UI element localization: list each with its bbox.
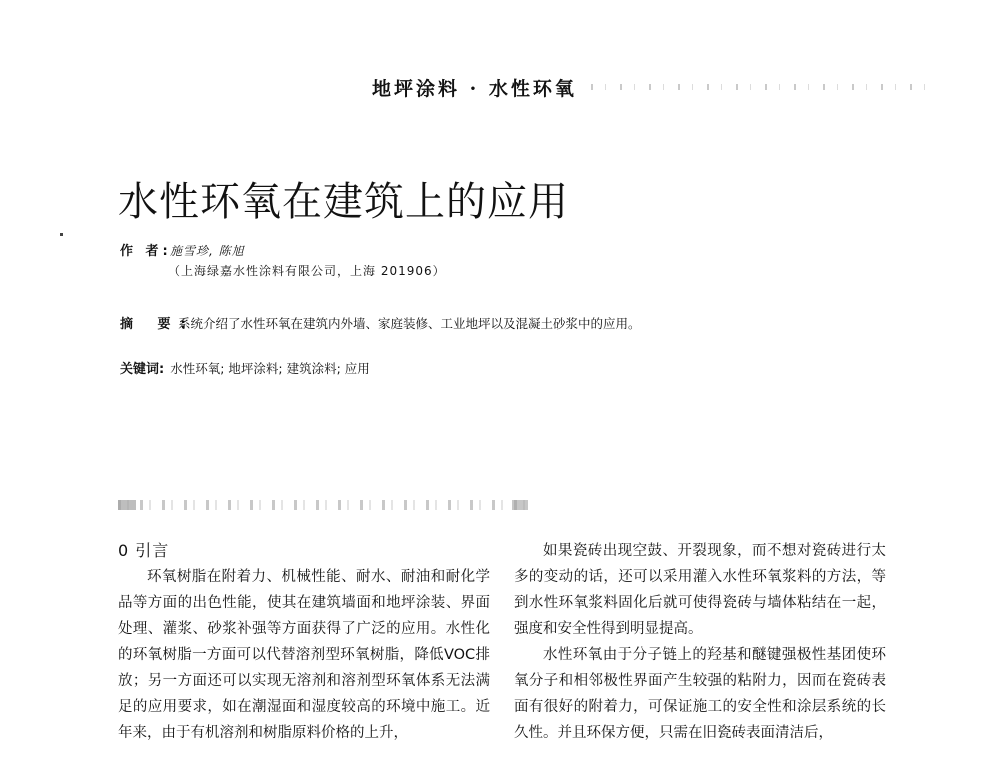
running-header [372, 72, 932, 102]
keywords-text: 水性环氧; 地坪涂料; 建筑涂料; 应用 [170, 361, 370, 376]
author-row [120, 240, 245, 259]
author-affiliation: （上海绿嘉水性涂料有限公司，上海 201906） [168, 264, 446, 278]
header-scan-noise [591, 84, 932, 90]
author-label: 作 者: [120, 244, 172, 259]
abstract-row [120, 313, 641, 332]
scan-blot [118, 500, 136, 510]
keywords-row [120, 358, 370, 377]
scan-speck [60, 233, 63, 236]
abstract-text: 系统介绍了水性环氧在建筑内外墙、家庭装修、工业地坪以及混凝土砂浆中的应用。 [178, 316, 641, 331]
abstract-label: 摘 要: [120, 317, 196, 332]
scan-noise-divider [118, 500, 528, 510]
scan-blot [512, 500, 528, 510]
article-title: 水性环氧在建筑上的应用 [118, 179, 569, 225]
body-paragraph: 环氧树脂在附着力、机械性能、耐水、耐油和耐化学品等方面的出色性能，使其在建筑墙面和地坪涂装、界面处理、灌浆、砂浆补强等方面获得了广泛的应用。水性化的环氧树脂一方面可以代替溶剂型环氧树脂，降低VOC排放；另一方面还可以实现无溶剂和溶剂型环氧体系无法满足的应用要求，如在潮湿面和湿度较高的环境中施工。近年来，由于有机溶剂和树脂原料价格的上升， [118, 569, 490, 741]
left-column [118, 538, 490, 746]
right-column [514, 538, 886, 746]
keywords-label: 关键词: [120, 362, 165, 377]
author-names: 施雪珍, 陈旭 [170, 244, 245, 258]
section-label: 地坪涂料 · 水性环氧 [372, 77, 577, 100]
section-heading: 0 引言 [118, 541, 170, 560]
body-paragraph: 水性环氧由于分子链上的羟基和醚键强极性基团使环氧分子和相邻极性界面产生较强的粘附力，因而在瓷砖表面有很好的附着力，可保证施工的安全性和涂层系统的长久性。并且环保方便，只需在旧瓷砖表面清洁后， [514, 647, 886, 741]
body-paragraph: 如果瓷砖出现空鼓、开裂现象，而不想对瓷砖进行太多的变动的话，还可以采用灌入水性环氧浆料的方法，等到水性环氧浆料固化后就可使得瓷砖与墙体粘结在一起，强度和安全性得到明显提高。 [514, 543, 886, 637]
